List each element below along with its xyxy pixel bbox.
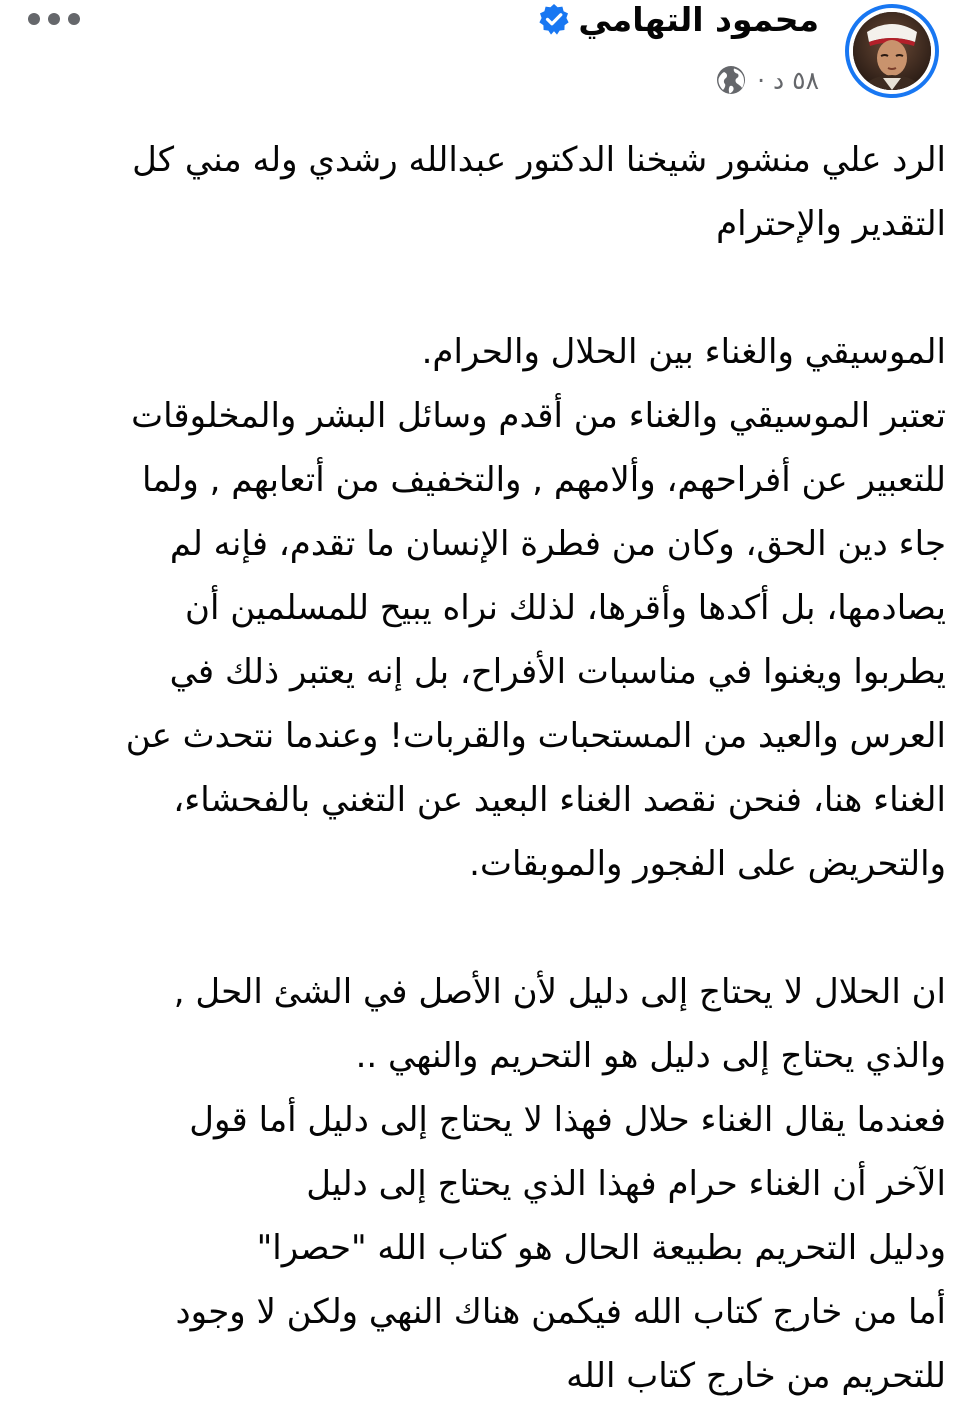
more-options-button[interactable] bbox=[22, 2, 86, 36]
more-options-icon bbox=[22, 2, 86, 36]
post-text-line: والذي يحتاج إلى دليل هو التحريم والنهي .. bbox=[355, 1036, 946, 1076]
post-text-line: ان الحلال لا يحتاج إلى دليل لأن الأصل في الشئ الحل , bbox=[173, 972, 946, 1012]
post-text-line: الموسيقي والغناء بين الحلال والحرام. bbox=[421, 332, 946, 372]
globe-icon bbox=[715, 64, 747, 96]
post-text-line: يطربوا ويغنوا في مناسبات الأفراح، بل إنه يعتبر ذلك في bbox=[169, 652, 946, 692]
post-text-line: والتحريض على الفجور والموبقات. bbox=[469, 844, 946, 884]
avatar-photo bbox=[853, 12, 931, 90]
author-avatar[interactable] bbox=[845, 4, 939, 98]
post-text-line: الآخر أن الغناء حرام فهذا الذي يحتاج إلى دليل bbox=[306, 1164, 946, 1204]
post-text-line: أما من خارج كتاب الله فيكمن هناك النهي ولكن لا وجود bbox=[175, 1292, 946, 1332]
post-text-line: يصادمها، بل أكدها وأقرها، لذلك نراه يبيح للمسلمين أن bbox=[185, 588, 946, 628]
post-text-line: جاء دين الحق، وكان من فطرة الإنسان ما تقدم، فإنه لم bbox=[169, 524, 946, 564]
post-text-line: فعندما يقال الغناء حلال فهذا لا يحتاج إلى دليل أما قول bbox=[189, 1100, 946, 1140]
post-timestamp[interactable]: ٥٨ د · bbox=[757, 65, 819, 95]
post-text-line: الغناء هنا، فنحن نقصد الغناء البعيد عن التغني بالفحشاء، bbox=[173, 780, 946, 820]
author-name[interactable]: محمود التهامي bbox=[578, 0, 819, 39]
post-blank-line bbox=[30, 256, 946, 320]
post-text-line: تعتبر الموسيقي والغناء من أقدم وسائل البشر والمخلوقات bbox=[131, 396, 946, 436]
post-text-line: للتحريم من خارج كتاب الله bbox=[566, 1356, 946, 1396]
post-text-line: الرد علي منشور شيخنا الدكتور عبدالله رشدي وله مني كل bbox=[132, 140, 946, 180]
post-body bbox=[30, 128, 946, 1408]
post-blank-line bbox=[30, 896, 946, 960]
post-meta bbox=[715, 60, 819, 100]
post-text-line: ودليل التحريم بطبيعة الحال هو كتاب الله "حصرا" bbox=[256, 1228, 946, 1268]
author-row bbox=[538, 0, 819, 44]
verified-badge-icon bbox=[538, 3, 570, 35]
post-text-line: التقدير والإحترام bbox=[716, 204, 946, 244]
post-text-line: العرس والعيد من المستحبات والقربات! وعندما نتحدث عن bbox=[125, 716, 946, 756]
post-header bbox=[0, 0, 979, 110]
post-text-line: للتعبير عن أفراحهم، وألامهم , والتخفيف من أتعابهم , ولما bbox=[142, 460, 946, 500]
